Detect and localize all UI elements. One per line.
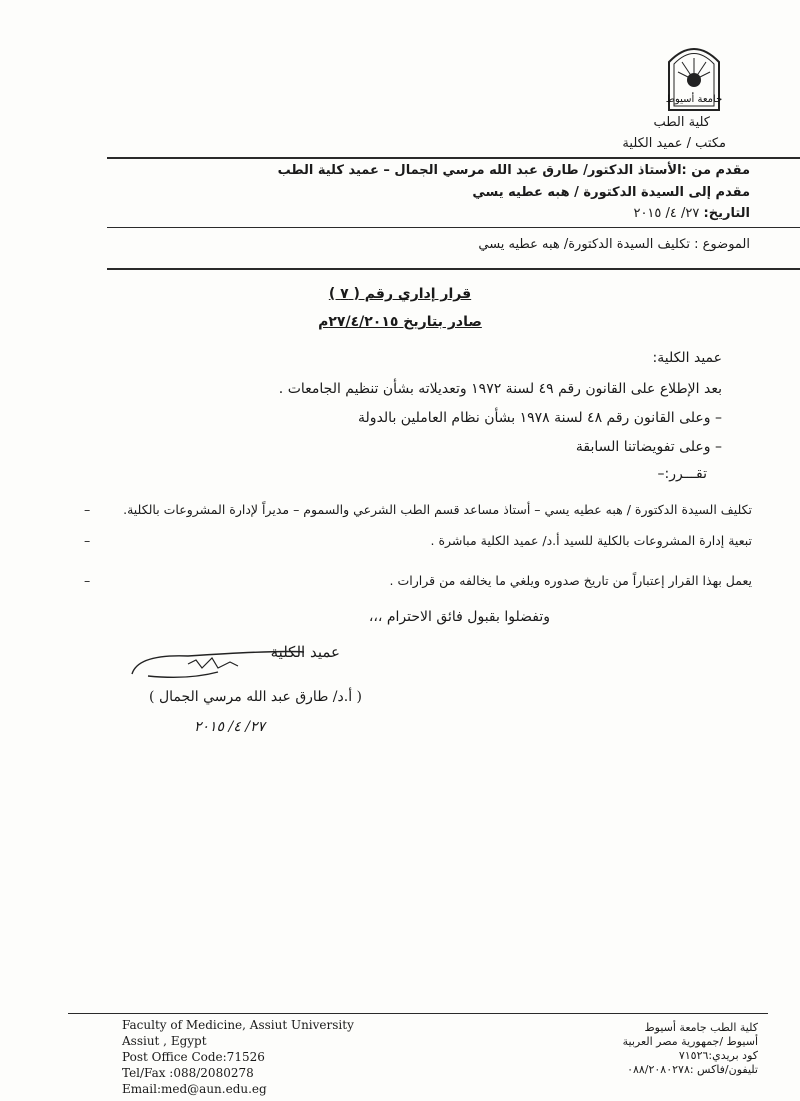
handwritten-signature-icon [128,646,308,682]
header-divider-top [107,157,800,159]
faculty-name: كلية الطب [653,115,710,130]
footer-divider [68,1013,768,1014]
body-line-2: – وعلى القانون رقم ٤٨ لسنة ١٩٧٨ بشأن نظام العاملين بالدولة [358,410,722,426]
to-line: مقدم إلى السيدة الدكتورة / هبه عطيه يسي [472,185,750,200]
body-line-1: بعد الإطلاع على القانون رقم ٤٩ لسنة ١٩٧٢ وتعديلاته بشأن تنظيم الجامعات . [278,381,722,397]
body-line-3: – وعلى تفويضاتنا السابقة [575,439,722,455]
from-line: مقدم من :الأستاذ الدكتور/ طارق عبد الله مرسي الجمال – عميد كلية الطب [277,163,750,178]
signatory-name: ( أ.د/ طارق عبد الله مرسي الجمال ) [149,689,362,705]
decides-heading: تقـــرر:– [657,466,707,482]
header-divider-bottom [107,268,800,270]
date-label: التاريخ: [703,206,750,221]
footer-arabic: كلية الطب جامعة أسيوط أسيوط /جمهورية مصر العربية كود بريدي:٧١٥٢٦ تليفون/فاكس :٠٨٨/٢٠٨٠٢٧٨ [622,1021,758,1076]
bullet-dash-icon: – [84,502,91,517]
university-logo-icon [665,40,723,112]
svg-text:جامعة أسيوط: جامعة أسيوط [665,94,723,105]
signature-date: ٢٧/ ٤/ ٢٠١٥ [194,719,265,735]
addressee: عميد الكلية: [652,350,722,366]
bullet-dash-icon: – [84,533,91,548]
bullet-dash-icon: – [84,573,91,588]
date-value: ٢٧/ ٤/ ٢٠١٥ [633,206,700,221]
decree-issued-date: صادر بتاريخ ٢٧/٤/٢٠١٥م [318,314,482,330]
decree-title: قرار إداري رقم ( ٧ ) [328,286,472,302]
closing-line: وتفضلوا بقبول فائق الاحترام ،،، [368,609,550,625]
date-line [110,206,750,221]
office-name: مكتب / عميد الكلية [622,136,726,151]
subject-line: الموضوع : تكليف السيدة الدكتورة/ هبه عطيه يسي [478,237,750,252]
decision-item-1: – تكليف السيدة الدكتورة / هبه عطيه يسي – أستاذ مساعد قسم الطب الشرعي والسموم – مديراً لإدارة المشروعات بالكلية. [84,502,752,517]
decision-item-3: – يعمل بهذا القرار إعتباراً من تاريخ صدوره ويلغي ما يخالفه من قرارات . [84,573,752,588]
signature-title: عميد الكلية [270,643,340,661]
decision-item-2: – تبعية إدارة المشروعات بالكلية للسيد أ.د/ عميد الكلية مباشرة . [84,533,752,548]
footer-english: Faculty of Medicine, Assiut University Assiut , Egypt Post Office Code:71526 Tel/Fax :088/2080278 Email:med@aun.edu.eg [122,1018,354,1096]
header-divider-mid [107,227,800,228]
university-logo [665,40,723,112]
